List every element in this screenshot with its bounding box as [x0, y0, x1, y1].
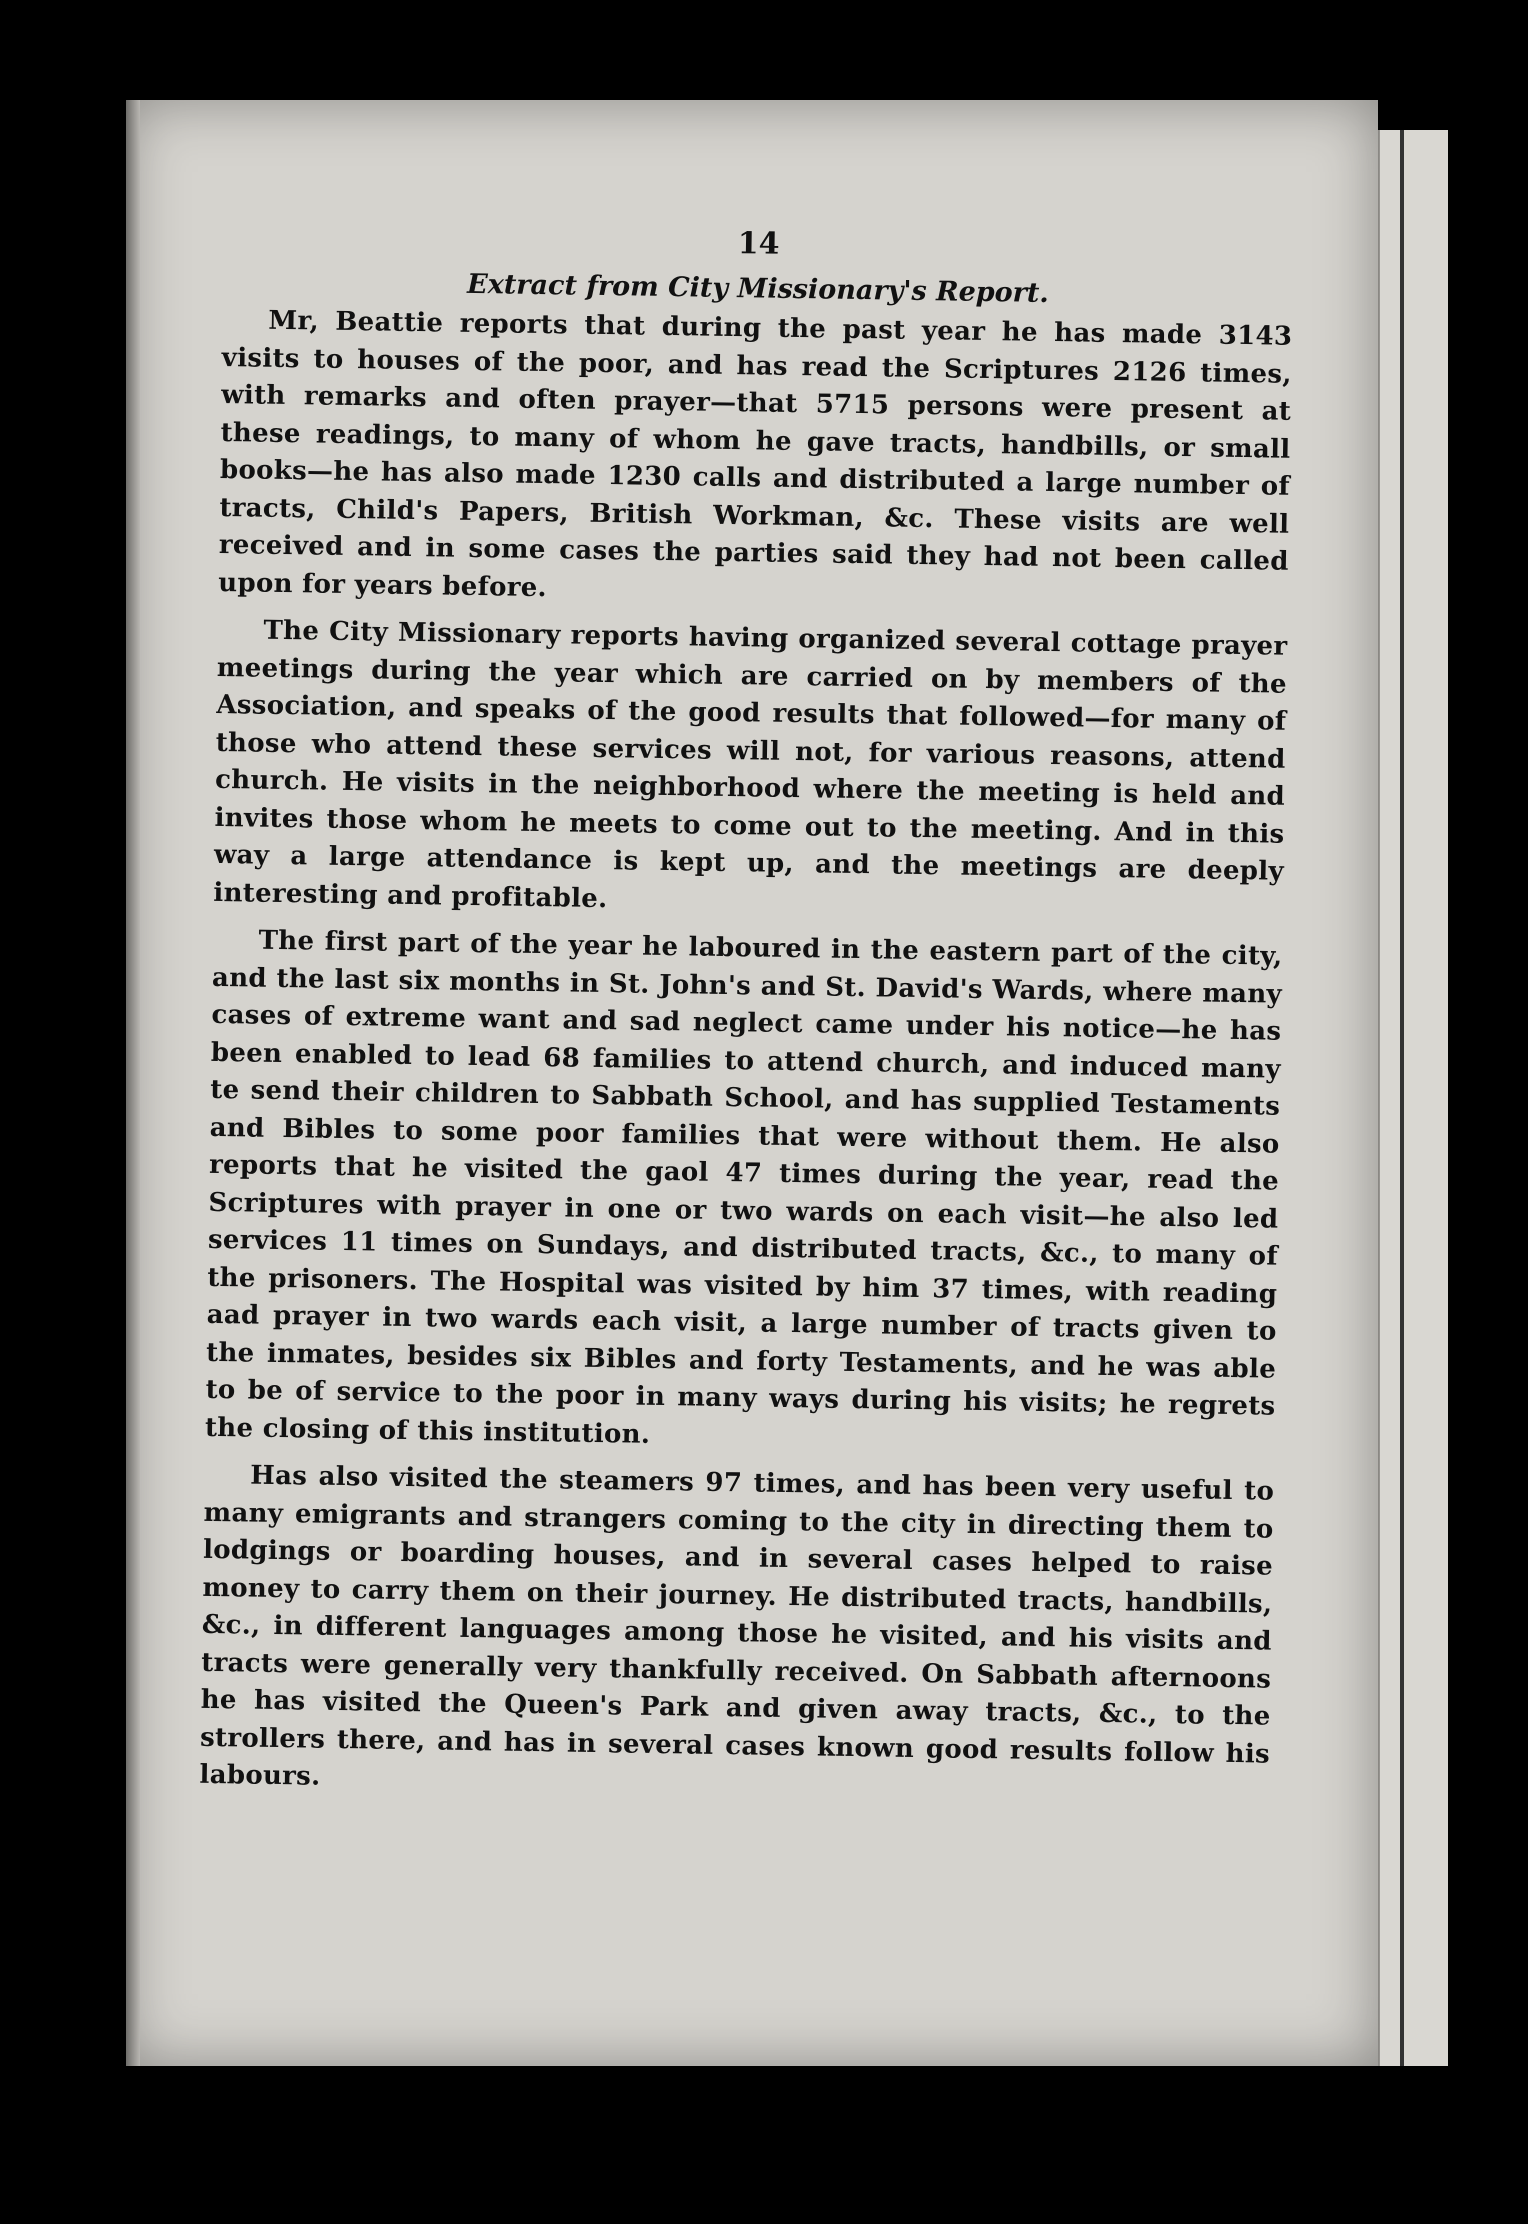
- paragraph-prayer-meetings: The City Missionary reports having organized several cottage prayer meetings during the year which are carried on by members of the Association, and speaks of the good results that followed—for many of those who attend these services will not, for various reasons, attend church. He visits in the neighborhood where the meeting is held and invites those whom he meets to come out to the meeting. And in this way a large attendance is kept up, and the meetings are deeply interesting and profitable.: [213, 615, 1288, 914]
- report-heading: Extract from City Missionary's Report.: [466, 268, 1049, 309]
- page-shadow-edge: [126, 100, 140, 2066]
- facing-page-edge: [1380, 130, 1448, 2066]
- paragraph-wards-gaol-hospital: The first part of the year he laboured in the eastern part of the city, and the last six months in St. John's and St. David's Wards, where many cases of extreme want and sad neglect came under his notice—he has been enabled to lead 68 families to attend church, and induced many te send their children to Sabbath School, and has supplied Testaments and Bibles to some poor families that were without them. He also reports that he visited the gaol 47 times during the year, read the Scriptures with prayer in one or two wards on each visit—he also led services 11 times on Sundays, and distributed tracts, &c., to many of the prisoners. The Hospital was visited by him 37 times, with reading aad prayer in two wards each visit, a large number of tracts given to the inmates, besides six Bibles and forty Testaments, and he was able to be of service to the poor in many ways during his visits; he regrets the closing of this institution.: [204, 925, 1283, 1450]
- paragraph-steamers: Has also visited the steamers 97 times, and has been very useful to many emigrants and strangers coming to the city in directing them to lodgings or boarding houses, and in several cases helped to raise money to carry them on their journey. He distributed tracts, handbills, &c., in different languages among those he visited, and his visits and tracts were generally very thankfully received. On Sabbath afternoons he has visited the Queen's Park and given away tracts, &c., to the strollers there, and has in several cases known good results follow his labours.: [199, 1460, 1275, 1792]
- page-number: 14: [737, 226, 780, 262]
- book-page: [126, 100, 1378, 2066]
- paragraph-visits: Mr, Beattie reports that during the past year he has made 3143 visits to houses of the poor, and has read the Scriptures 2126 times, with remarks and often prayer—that 5715 persons were present at these readings, to many of whom he gave tracts, handbills, or small books—he has also made 1230 calls and distributed a large number of tracts, Child's Papers, British Workman, &c. These visits are well received and in some cases the parties said they had not been called upon for years before.: [218, 305, 1293, 603]
- facing-page-border: [1400, 130, 1404, 2066]
- page-text: [199, 218, 1294, 1821]
